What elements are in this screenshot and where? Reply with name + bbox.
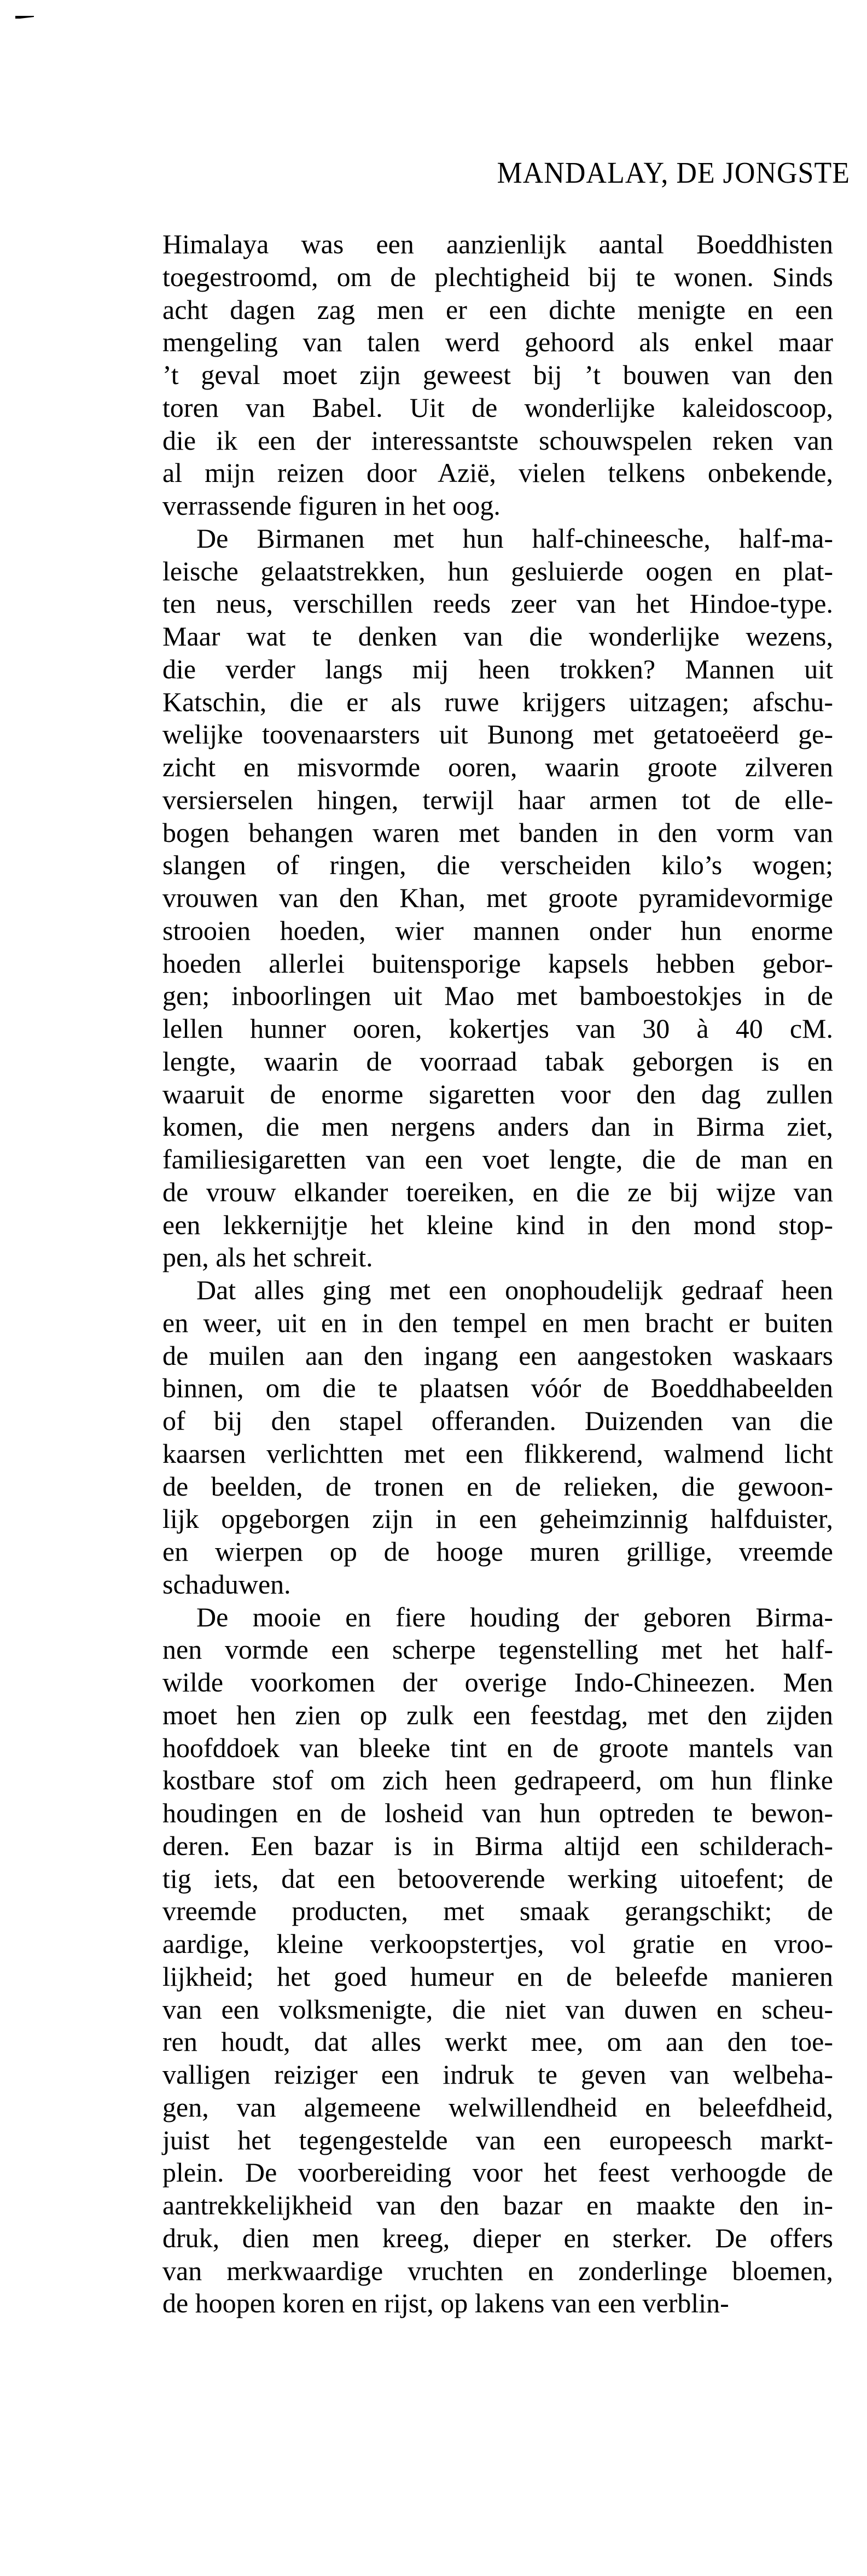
- text-line: binnen, om die te plaatsen vóór de Boeddhabeelden: [162, 1373, 833, 1404]
- text-line: versierselen hingen, terwijl haar armen tot de elle-: [162, 784, 833, 815]
- text-line: De mooie en fiere houding der geboren Birma-: [196, 1601, 833, 1632]
- body-text: [162, 228, 833, 2320]
- text-line: kaarsen verlichtten met een flikkerend, walmend licht: [162, 1438, 833, 1469]
- text-line: Himalaya was een aanzienlijk aantal Boeddhisten: [162, 229, 833, 259]
- text-line: lijk opgeborgen zijn in een geheimzinnig halfduister,: [162, 1503, 833, 1534]
- text-line: of bij den stapel offeranden. Duizenden van die: [162, 1405, 833, 1436]
- text-line: een lekkernijtje het kleine kind in den mond stop-: [162, 1209, 833, 1240]
- text-line: leische gelaatstrekken, hun gesluierde oogen en plat-: [162, 555, 833, 586]
- scan-corner-dash: [31, 16, 34, 17]
- text-line: de muilen aan den ingang een aangestoken waskaars: [162, 1340, 833, 1371]
- text-line: tig iets, dat een betooverende werking uitoefent; de: [162, 1863, 833, 1894]
- text-line: en weer, uit en in den tempel en men bracht er buiten: [162, 1307, 833, 1338]
- text-line: wilde voorkomen der overige Indo-Chineezen. Men: [162, 1667, 833, 1697]
- text-line: komen, die men nergens anders dan in Birma ziet,: [162, 1111, 833, 1142]
- text-line: strooien hoeden, wier mannen onder hun enorme: [162, 915, 833, 946]
- text-line: van merkwaardige vruchten en zonderlinge bloemen,: [162, 2255, 833, 2286]
- paragraph: [162, 1274, 833, 1601]
- text-line: waaruit de enorme sigaretten voor den dag zullen: [162, 1078, 833, 1109]
- text-line: al mijn reizen door Azië, vielen telkens onbekende,: [162, 457, 833, 489]
- text-line: ten neus, verschillen reeds zeer van het Hindoe-type.: [162, 588, 833, 619]
- text-line: moet hen zien op zulk een feestdag, met den zijden: [162, 1699, 833, 1730]
- text-line: ren houdt, dat alles werkt mee, om aan den toe-: [162, 2026, 833, 2057]
- text-line: kostbare stof om zich heen gedrapeerd, om hun flinke: [162, 1765, 833, 1796]
- text-line: aardige, kleine verkoopstertjes, vol gratie en vroo-: [162, 1928, 833, 1959]
- text-line: bogen behangen waren met banden in den vorm van: [162, 817, 833, 848]
- text-line: Katschin, die er als ruwe krijgers uitzagen; afschu-: [162, 686, 833, 717]
- paragraph: [162, 522, 833, 1274]
- text-line: verrassende figuren in het oog.: [162, 490, 501, 521]
- text-line: aantrekkelijkheid van den bazar en maakte den in-: [162, 2190, 833, 2220]
- text-line: toren van Babel. Uit de wonderlijke kaleidoscoop,: [162, 392, 833, 423]
- text-line: gen, van algemeene welwillendheid en beleefdheid,: [162, 2091, 833, 2123]
- text-line: toegestroomd, om de plechtigheid bij te wonen. Sinds: [162, 261, 833, 292]
- text-line: schaduwen.: [162, 1568, 291, 1600]
- text-line: hoofddoek van bleeke tint en de groote mantels van: [162, 1732, 833, 1763]
- text-line: zicht en misvormde ooren, waarin groote zilveren: [162, 752, 833, 782]
- text-line: mengeling van talen werd gehoord als enkel maar: [162, 327, 833, 358]
- text-line: lellen hunner ooren, kokertjes van 30 à 40 cM.: [162, 1013, 833, 1044]
- text-line: valligen reiziger een indruk te geven van welbeha-: [162, 2059, 833, 2090]
- text-line: juist het tegengestelde van een europeesch markt-: [162, 2124, 833, 2155]
- text-line: ’t geval moet zijn geweest bij ’t bouwen van den: [162, 359, 833, 390]
- text-line: die ik een der interessantste schouwspelen reken van: [162, 425, 833, 456]
- text-line: welijke toovenaarsters uit Bunong met getatoeëerd ge-: [162, 719, 833, 750]
- text-line: lengte, waarin de voorraad tabak geborgen is en: [162, 1045, 833, 1077]
- text-line: lijkheid; het goed humeur en de beleefde manieren: [162, 1961, 833, 1992]
- running-title: MANDALAY, DE JONGSTE: [497, 156, 850, 190]
- text-line: nen vormde een scherpe tegenstelling met het half-: [162, 1634, 833, 1665]
- text-line: pen, als het schreit.: [162, 1242, 373, 1273]
- text-line: Dat alles ging met een onophoudelijk gedraaf heen: [196, 1275, 833, 1305]
- text-line: druk, dien men kreeg, dieper en sterker. De offers: [162, 2222, 833, 2253]
- text-line: Maar wat te denken van die wonderlijke wezens,: [162, 621, 833, 652]
- text-line: de hoopen koren en rijst, op lakens van een verblin-: [162, 2288, 729, 2319]
- text-line: vreemde producten, met smaak gerangschikt; de: [162, 1895, 833, 1927]
- text-line: die verder langs mij heen trokken? Mannen uit: [162, 653, 833, 684]
- text-line: gen; inboorlingen uit Mao met bamboestokjes in de: [162, 980, 833, 1011]
- text-line: deren. Een bazar is in Birma altijd een schilderach-: [162, 1830, 833, 1861]
- paragraph: [162, 228, 833, 522]
- text-line: vrouwen van den Khan, met groote pyramidevormige: [162, 882, 833, 913]
- text-line: slangen of ringen, die verscheiden kilo’s wogen;: [162, 850, 833, 881]
- text-line: van een volksmenigte, die niet van duwen en scheu-: [162, 1993, 833, 2025]
- text-line: en wierpen op de hooge muren grillige, vreemde: [162, 1536, 833, 1567]
- text-line: hoeden allerlei buitensporige kapsels hebben gebor-: [162, 947, 833, 979]
- paragraph: [162, 1601, 833, 2321]
- text-line: de beelden, de tronen en de relieken, die gewoon-: [162, 1470, 833, 1502]
- text-line: houdingen en de losheid van hun optreden te bewon-: [162, 1798, 833, 1828]
- text-line: familiesigaretten van een voet lengte, die de man en: [162, 1144, 833, 1174]
- text-line: de vrouw elkander toereiken, en die ze bij wijze van: [162, 1176, 833, 1207]
- text-line: acht dagen zag men er een dichte menigte en een: [162, 294, 833, 325]
- text-line: De Birmanen met hun half-chineesche, half-ma-: [196, 522, 833, 554]
- text-line: plein. De voorbereiding voor het feest verhoogde de: [162, 2157, 833, 2188]
